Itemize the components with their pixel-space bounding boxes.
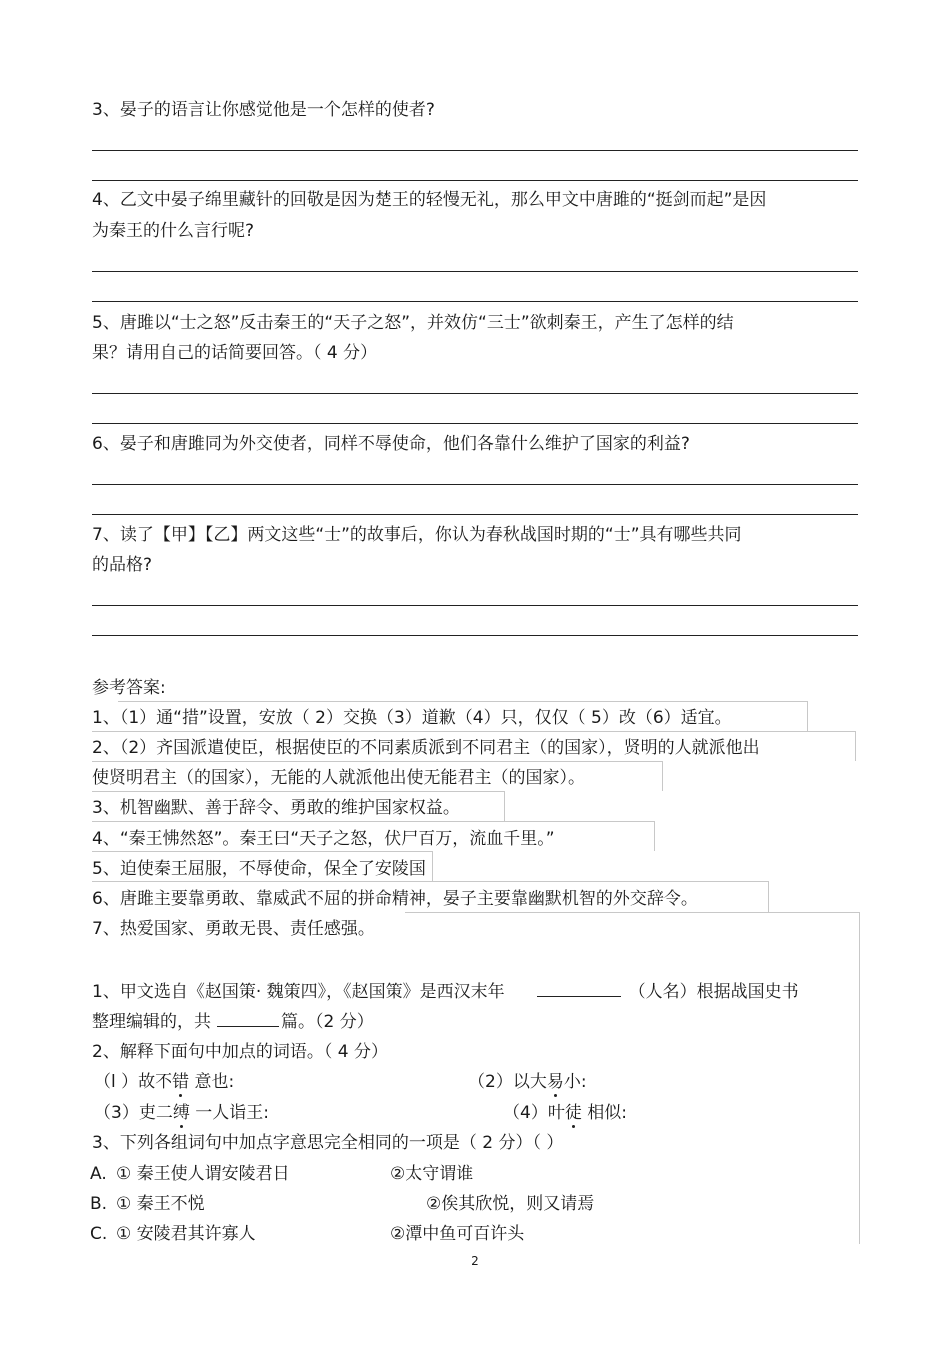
answer-4: 4、“秦王怫然怒”。秦王曰“天子之怒，伏尸百万，流血千里。” (92, 829, 555, 849)
option-c-1: ① 安陵君其许寡人 (116, 1224, 256, 1244)
dotted-char: 缚 (172, 1103, 190, 1123)
question-5-line-1: 5、唐雎以“士之怒”反击秦王的“天子之怒”，并效仿“三士”欲刺秦王，产生了怎样的结 (92, 313, 734, 333)
answer-line (92, 393, 858, 394)
option-b-2: ②俟其欣悦，则又请焉 (426, 1194, 595, 1214)
option-a-label: A. (90, 1164, 107, 1184)
option-c-2: ②潭中鱼可百许头 (390, 1224, 525, 1244)
answer-frame (405, 912, 860, 943)
answer-5: 5、迫使秦王屈服，不辱使命，保全了安陵国 (92, 859, 426, 879)
option-a-1: ① 秦王使人谓安陵君日 (116, 1164, 290, 1184)
dotted-char: 易 (546, 1072, 564, 1092)
question-6: 6、晏子和唐雎同为外交使者，同样不辱使命，他们各靠什么维护了国家的利益? (92, 434, 690, 454)
fill-blank-author[interactable] (537, 980, 621, 997)
question-7-line-2: 的品格? (92, 555, 153, 575)
option-c-label: C. (90, 1224, 108, 1244)
answer-line (92, 271, 858, 272)
answer-line (92, 423, 858, 424)
q2-item-3: （3）吏二缚 一人诣王: (94, 1103, 269, 1123)
question-7-line-1: 7、读了【甲】【乙】两文这些“士”的故事后，你认为春秋战国时期的“士”具有哪些共同 (92, 525, 742, 545)
section2-q2: 2、解释下面句中加点的词语。（ 4 分） (92, 1042, 388, 1062)
answer-6: 6、唐雎主要靠勇敢、靠威武不屈的拼命精神，晏子主要靠幽默机智的外交辞令。 (92, 889, 698, 909)
q2-item-2: （2）以大易小: (468, 1072, 587, 1092)
answer-line (92, 180, 858, 181)
answers-heading: 参考答案: (92, 678, 166, 698)
option-a-2: ②太守谓谁 (390, 1164, 474, 1184)
section-frame-edge (859, 942, 860, 1244)
answer-line (92, 514, 858, 515)
answer-line (92, 484, 858, 485)
answer-2-line-2: 使贤明君主（的国家），无能的人就派他出使无能君主（的国家）。 (92, 768, 585, 788)
option-b-1: ① 秦王不悦 (116, 1194, 205, 1214)
page-number: 2 (471, 1254, 479, 1268)
answer-line (92, 301, 858, 302)
question-5-line-2: 果？请用自己的话简要回答。（ 4 分） (92, 343, 378, 363)
q2-item-1: （l ）故不错 意也: (94, 1072, 235, 1092)
dotted-char: 徒 (564, 1103, 582, 1123)
option-b-label: B. (90, 1194, 108, 1214)
question-4-line-1: 4、乙文中晏子绵里藏针的回敬是因为楚王的轻慢无礼，那么甲文中唐雎的“挺剑而起”是因 (92, 190, 767, 210)
answer-2-line-1: 2、（2）齐国派遣使臣，根据使臣的不同素质派到不同君主（的国家），贤明的人就派他出 (92, 738, 760, 758)
section2-q3: 3、下列各组词句中加点字意思完全相同的一项是（ 2 分）（ ） (92, 1133, 564, 1153)
answer-line (92, 605, 858, 606)
fill-blank-count[interactable] (217, 1010, 279, 1027)
dotted-char: 错 (172, 1072, 190, 1092)
answer-7: 7、热爱国家、勇敢无畏、责任感强。 (92, 919, 375, 939)
answer-line (92, 150, 858, 151)
answer-line (92, 635, 858, 636)
section2-q1-line-1: 1、甲文选自《赵国策· 魏策四》，《赵国策》是西汉末年 （人名）根据战国史书 (92, 982, 799, 1002)
answer-1: 1、（1）通“措”设置，安放（ 2）交换（3）道歉（4）只，仅仅（ 5）改（6）适宜。 (92, 708, 732, 728)
question-3: 3、晏子的语言让你感觉他是一个怎样的使者? (92, 100, 435, 120)
question-4-line-2: 为秦王的什么言行呢? (92, 221, 255, 241)
section2-q1-line-2: 整理编辑的，共 篇。（2 分） (92, 1012, 374, 1032)
q2-item-4: （4）叶徒 相似: (503, 1103, 627, 1123)
answer-3: 3、机智幽默、善于辞令、勇敢的维护国家权益。 (92, 798, 460, 818)
